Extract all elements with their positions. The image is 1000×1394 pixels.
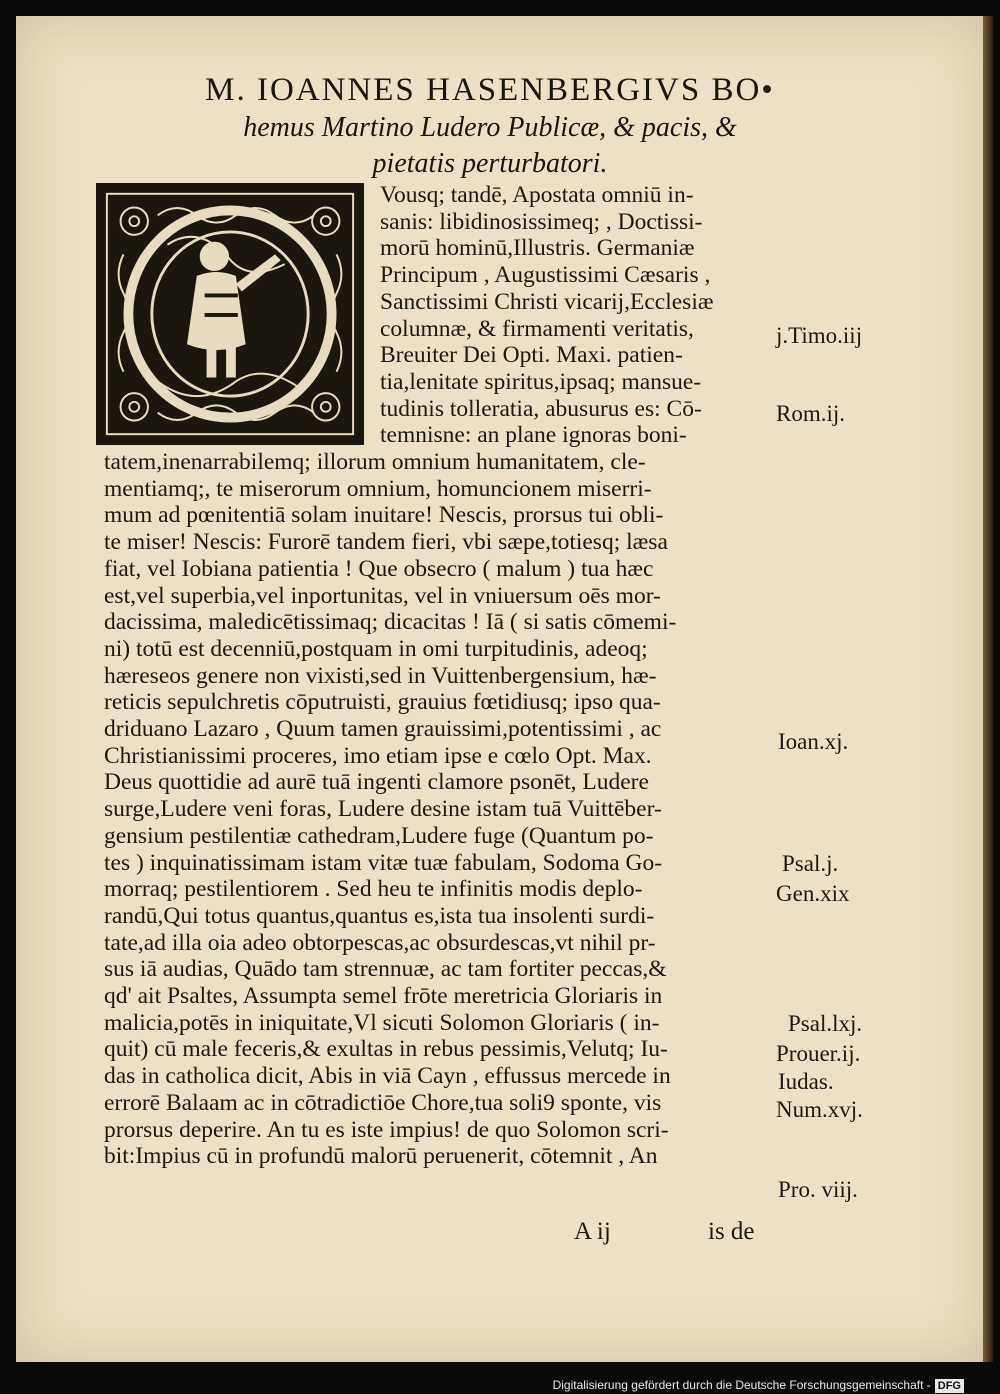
page-edge	[983, 16, 993, 1362]
body-line: quit) cū male feceris,& exultas in rebus pessimis,Velutq; Iu-	[104, 1036, 668, 1063]
body-line: prorsus deperire. An tu es iste impius! de quo Solomon scri-	[104, 1116, 669, 1143]
woodcut-initial-illustration	[99, 186, 361, 442]
credit-text: Digitalisierung gefördert durch die Deutsche Forschungsgemeinschaft -	[552, 1378, 931, 1392]
body-line: tatem,inenarrabilemq; illorum omnium humanitatem, cle-	[104, 449, 646, 475]
margin-note: Iudas.	[778, 1069, 834, 1094]
digitization-credit	[553, 1378, 964, 1393]
catchword: is de	[708, 1218, 755, 1245]
body-line: te miser! Nescis: Furorē tandem fieri, vbi sæpe,totiesq; læsa	[104, 529, 668, 556]
body-line: randū,Qui totus quantus,quantus es,ista tua insolenti surdi-	[104, 902, 655, 929]
body-line: Christianissimi proceres, imo etiam ipse e cœlo Opt. Max.	[104, 742, 652, 769]
body-line: morū hominū,Illustris. Germaniæ	[380, 235, 695, 262]
dfg-logo: DFG	[935, 1379, 964, 1393]
body-line: gensium pestilentiæ cathedram,Ludere fuge (Quantum po-	[104, 822, 654, 849]
body-line: Sanctissimi Christi vicarij,Ecclesiæ	[380, 288, 714, 315]
margin-note: Psal.lxj.	[788, 1011, 863, 1036]
margin-note: j.Timo.iij	[776, 323, 863, 348]
body-line: est,vel superbia,vel inportunitas, vel in vniuersum oēs mor-	[104, 582, 661, 609]
body-line: tes ) inquinatissimam istam vitæ tuæ fabulam, Sodoma Go-	[104, 849, 663, 876]
body-line: tate,ad illa oia adeo obtorpescas,ac obsurdescas,vt nihil pr-	[104, 929, 656, 956]
body-line: Breuiter Dei Opti. Maxi. patien-	[380, 342, 683, 369]
signature-mark: A ij	[574, 1218, 611, 1245]
margin-note: Psal.j.	[782, 851, 839, 876]
body-line: reticis sepulchretis cōputruisti, grauius fœtidiusq; ipso qua-	[104, 689, 661, 716]
body-line: tudinis tolleratia, abusurus es: Cō-	[380, 395, 702, 422]
heading-line-3: pietatis perturbatori.	[372, 148, 608, 179]
body-line: tia,lenitate spiritus,ipsaq; mansue-	[380, 368, 702, 395]
body-line: columnæ, & firmamenti veritatis,	[380, 315, 694, 342]
margin-note: Prouer.ij.	[776, 1041, 861, 1066]
body-line: sus iā audias, Quādo tam strennuæ, ac tam fortiter peccas,&	[104, 956, 667, 983]
body-line: qd' ait Psaltes, Assumpta semel frōte meretricia Gloriaris in	[104, 983, 663, 1009]
body-line: mentiamq;, te miserorum omnium, homuncionem miserri-	[104, 475, 652, 502]
body-line: temnisne: an plane ignoras boni-	[380, 422, 687, 449]
body-line: dacissima, maledicētissimaq; dicacitas ! Iā ( si satis cōmemi-	[104, 609, 677, 636]
body-line: surge,Ludere veni foras, Ludere desine istam tuā Vuittēber-	[104, 796, 662, 823]
body-line: sanis: libidinosissimeq; , Doctissi-	[380, 208, 703, 235]
body-line: errorē Balaam ac in cōtradictiōe Chore,tua soli9 sponte, vis	[104, 1089, 662, 1116]
margin-note: Rom.ij.	[776, 401, 846, 426]
body-line: driduano Lazaro , Quum tamen grauissimi,potentissimi , ac	[104, 716, 662, 742]
body-line: bit:Impius cū in profundū malorū peruenerit, cōtemnit , An	[104, 1143, 658, 1170]
body-line: ni) totū est decenniū,postquam in omi turpitudinis, adeoq;	[104, 635, 648, 662]
body-line: Vousq; tandē, Apostata omniū in-	[380, 182, 694, 208]
page-heading	[130, 70, 850, 182]
margin-note: Pro. viij.	[778, 1177, 858, 1202]
heading-line-2: hemus Martino Ludero Publicæ, & pacis, &	[243, 112, 737, 143]
decorated-initial-letter	[96, 183, 364, 445]
body-line: Principum , Augustissimi Cæsaris ,	[380, 262, 711, 289]
margin-note: Ioan.xj.	[778, 729, 849, 754]
heading-line-1: M. IOANNES HASENBERGIVS BO•	[205, 72, 775, 108]
body-line: fiat, vel Iobiana patientia ! Que obsecro ( malum ) tua hæc	[104, 555, 654, 582]
body-line: hæreseos genere non vixisti,sed in Vuittenbergensium, hæ-	[104, 662, 657, 689]
body-line: morraq; pestilentiorem . Sed heu te infinitis modis deplo-	[104, 876, 643, 903]
margin-note: Gen.xix	[776, 881, 850, 906]
body-line: Deus quottidie ad aurē tuā ingenti clamore psonēt, Ludere	[104, 769, 649, 796]
body-line: malicia,potēs in iniquitate,Vl sicuti Solomon Gloriaris ( in-	[104, 1009, 660, 1036]
body-line: das in catholica dicit, Abis in viā Cayn , effussus mercede in	[104, 1063, 671, 1090]
margin-note: Num.xvj.	[776, 1097, 863, 1122]
body-line: mum ad pœnitentiā solam inuitare! Nescis, prorsus tui obli-	[104, 502, 664, 529]
